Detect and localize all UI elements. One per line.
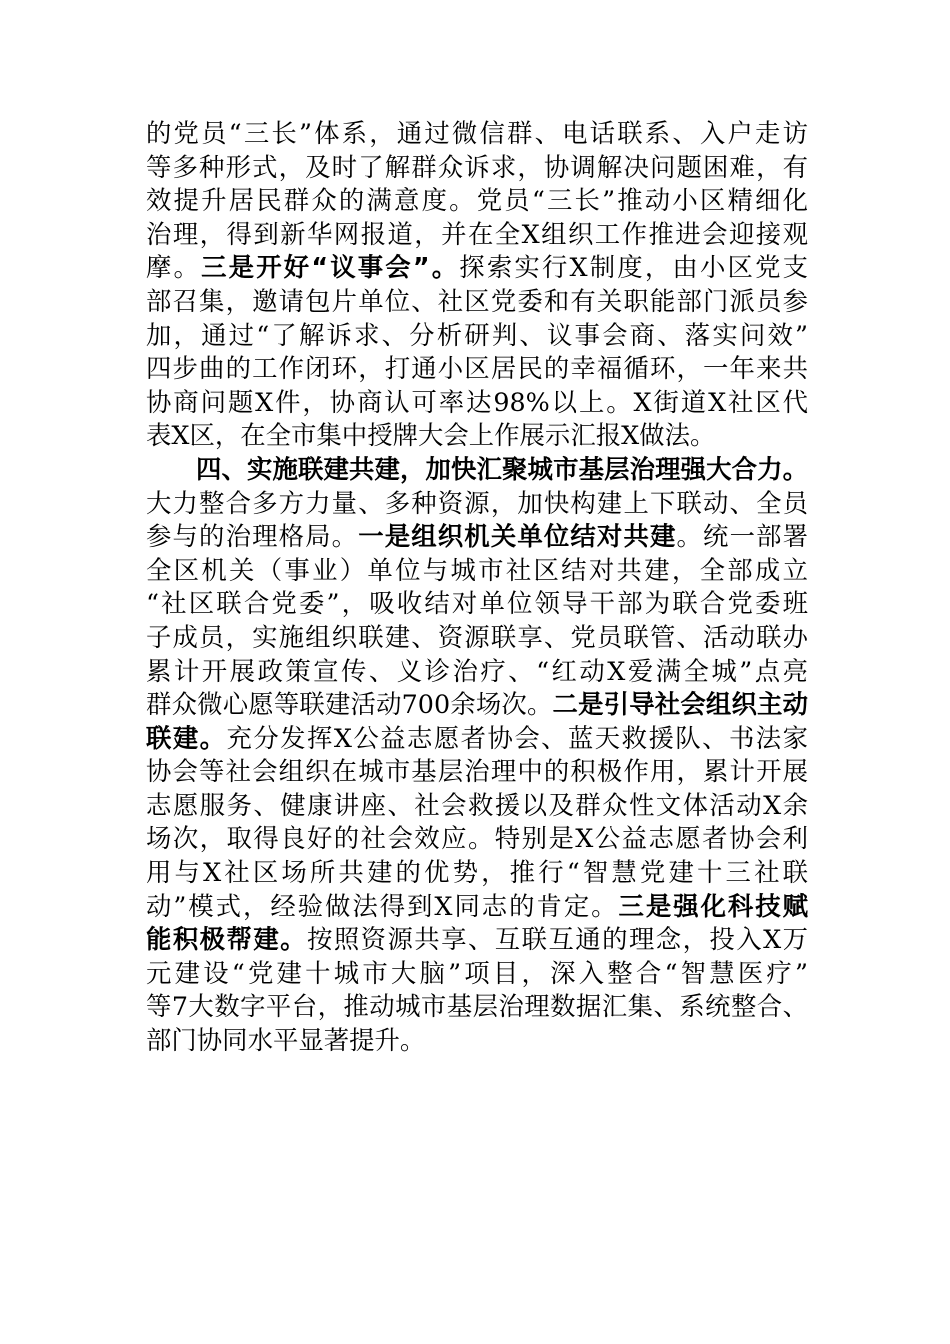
text-span: 摩。 [146,252,202,283]
text-line: 等7大数字平台，推动城市基层治理数据汇集、系统整合、 [146,991,808,1022]
text-line: 协商问题X件，协商认可率达98%以上。X街道X社区代 [146,386,808,417]
text-line: 部召集，邀请包片单位、社区党委和有关职能部门派员参 [146,285,808,316]
bold-subheading: 联建。 [146,722,227,753]
text-line [146,890,808,924]
text-span: 按照资源共享、互联互通的理念，投入X万 [306,924,809,955]
text-span: 充分发挥X公益志愿者协会、蓝天救援队、书法家 [226,722,809,753]
bold-subheading: 三是强化科技赋 [618,890,809,921]
text-line: 累计开展政策宣传、义诊治疗、“红动X爱满全城”点亮 [146,655,808,686]
text-line: 的党员“三长”体系，通过微信群、电话联系、入户走访 [146,118,808,148]
section-heading: 四、实施联建共建，加快汇聚城市基层治理强大合力。 [196,453,808,484]
text-line: 等多种形式，及时了解群众诉求，协调解决问题困难，有 [146,151,808,182]
text-line [146,722,808,756]
text-line: 协会等社会组织在城市基层治理中的积极作用，累计开展 [146,756,808,787]
text-line: 治理，得到新华网报道，并在全X组织工作推进会迎接观 [146,218,808,249]
bold-subheading: 一是组织机关单位结对共建 [358,521,677,552]
text-line: 效提升居民群众的满意度。党员“三长”推动小区精细化 [146,185,808,216]
text-line: 四步曲的工作闭环，打通小区居民的幸福循环，一年来共 [146,353,808,384]
text-span: 群众微心愿等联建活动700余场次。 [146,689,553,720]
bold-subheading: 三是开好“议事会”。 [201,252,460,283]
text-line [146,923,808,957]
text-span: 参与的治理格局。 [146,521,359,552]
text-line [146,520,808,554]
text-span: 动”模式，经验做法得到X同志的肯定。 [146,890,619,921]
paragraph-2 [146,453,808,1058]
paragraph-1 [146,117,808,453]
bold-subheading: 能积极帮建。 [146,924,307,955]
text-line: 大力整合多方力量、多种资源，加快构建上下联动、全员 [146,487,808,518]
text-line: 全区机关（事业）单位与城市社区结对共建，全部成立 [146,554,808,585]
text-line: 用与X社区场所共建的优势，推行“智慧党建十三社联 [146,857,808,888]
text-line [146,688,808,722]
text-line: 部门协同水平显著提升。 [146,1025,426,1056]
text-line [146,251,808,285]
text-span: 探索实行X制度，由小区党支 [459,252,809,283]
text-line: 子成员，实施组织联建、资源联享、党员联管、活动联办 [146,621,808,652]
bold-subheading: 二是引导社会组织主动 [552,689,808,720]
document-page [146,117,808,1058]
text-span: 。统一部署 [676,521,809,552]
text-line: 表X区，在全市集中授牌大会上作展示汇报X做法。 [146,420,716,451]
text-line: 加，通过“了解诉求、分析研判、议事会商、落实问效” [146,319,808,350]
text-line: “社区联合党委”，吸收结对单位领导干部为联合党委班 [146,588,808,619]
text-line: 场次，取得良好的社会效应。特别是X公益志愿者协会利 [146,823,808,854]
text-line: 志愿服务、健康讲座、社会救援以及群众性文体活动X余 [146,789,808,820]
text-line: 元建设“党建十城市大脑”项目，深入整合“智慧医疗” [146,957,808,988]
